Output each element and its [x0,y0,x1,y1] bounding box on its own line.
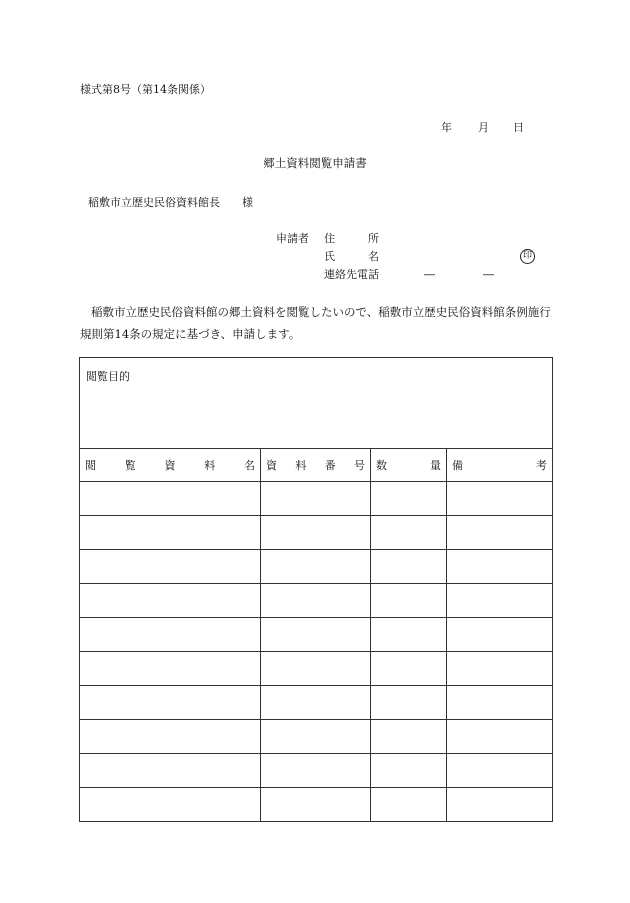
table-cell[interactable] [447,652,553,686]
table-cell[interactable] [447,686,553,720]
header-remarks-text: 備 考 [452,459,547,472]
table-cell[interactable] [80,788,261,822]
phone-dash-1: ― [424,268,435,281]
table-cell[interactable] [80,652,261,686]
table-cell[interactable] [261,652,371,686]
table-cell[interactable] [261,482,371,516]
header-material-name [80,449,261,482]
month-label: 月 [478,121,489,134]
table-cell[interactable] [371,720,447,754]
seal-mark-icon: 印 [520,249,535,264]
table-cell[interactable] [371,618,447,652]
table-cell[interactable] [371,754,447,788]
table-row [80,516,553,550]
header-material-number-text: 資 料 番 号 [266,459,365,472]
form-number: 様式第8号（第14条関係） [80,83,211,96]
table-cell[interactable] [80,686,261,720]
table-cell[interactable] [447,754,553,788]
header-material-name-text: 閲 覧 資 料 名 [85,459,255,472]
table-row [80,720,553,754]
table-cell[interactable] [447,720,553,754]
table-cell[interactable] [447,482,553,516]
name-label: 氏 名 [324,250,379,263]
table-cell[interactable] [371,652,447,686]
header-quantity [371,449,447,482]
header-quantity-text: 数 量 [376,459,441,472]
table-row [80,652,553,686]
table-row [80,788,553,822]
addressee: 稲敷市立歴史民俗資料館長 様 [88,196,253,209]
applicant-block [276,230,494,284]
table-cell[interactable] [80,550,261,584]
purpose-label: 閲覧目的 [86,370,130,383]
table-cell[interactable] [261,618,371,652]
table-row [80,754,553,788]
table-cell[interactable] [80,720,261,754]
table-header-row [80,449,553,482]
purpose-field[interactable] [80,358,553,449]
phone-label: 連絡先電話 [324,268,379,281]
date-line [441,119,524,135]
table-cell[interactable] [371,550,447,584]
materials-table [79,357,553,822]
applicant-label: 申請者 [276,232,309,245]
table-cell[interactable] [371,584,447,618]
table-cell[interactable] [261,584,371,618]
table-cell[interactable] [80,618,261,652]
table-cell[interactable] [261,754,371,788]
table-cell[interactable] [261,516,371,550]
table-cell[interactable] [447,516,553,550]
year-label: 年 [441,121,452,134]
document-title: 郷土資料閲覧申請書 [263,156,367,170]
table-cell[interactable] [371,482,447,516]
table-cell[interactable] [261,788,371,822]
table-cell[interactable] [261,720,371,754]
table-row [80,584,553,618]
address-label: 住 所 [324,232,379,245]
phone-dash-2: ― [483,268,494,281]
table-cell[interactable] [80,584,261,618]
table-cell[interactable] [447,584,553,618]
table-row [80,482,553,516]
table-cell[interactable] [371,516,447,550]
table-cell[interactable] [80,516,261,550]
request-statement: 稲敷市立歴史民俗資料館の郷土資料を閲覧したいので、稲敷市立歴史民俗資料館条例施行規則第14条の規定に基づき、申請します。 [80,305,551,341]
table-cell[interactable] [371,788,447,822]
table-cell[interactable] [447,788,553,822]
table-cell[interactable] [447,550,553,584]
day-label: 日 [513,121,524,134]
table-row [80,618,553,652]
table-cell[interactable] [80,754,261,788]
table-row [80,686,553,720]
header-material-number [261,449,371,482]
table-cell[interactable] [80,482,261,516]
table-cell[interactable] [447,618,553,652]
table-cell[interactable] [261,686,371,720]
table-cell[interactable] [261,550,371,584]
table-cell[interactable] [371,686,447,720]
header-remarks [447,449,553,482]
table-row [80,550,553,584]
